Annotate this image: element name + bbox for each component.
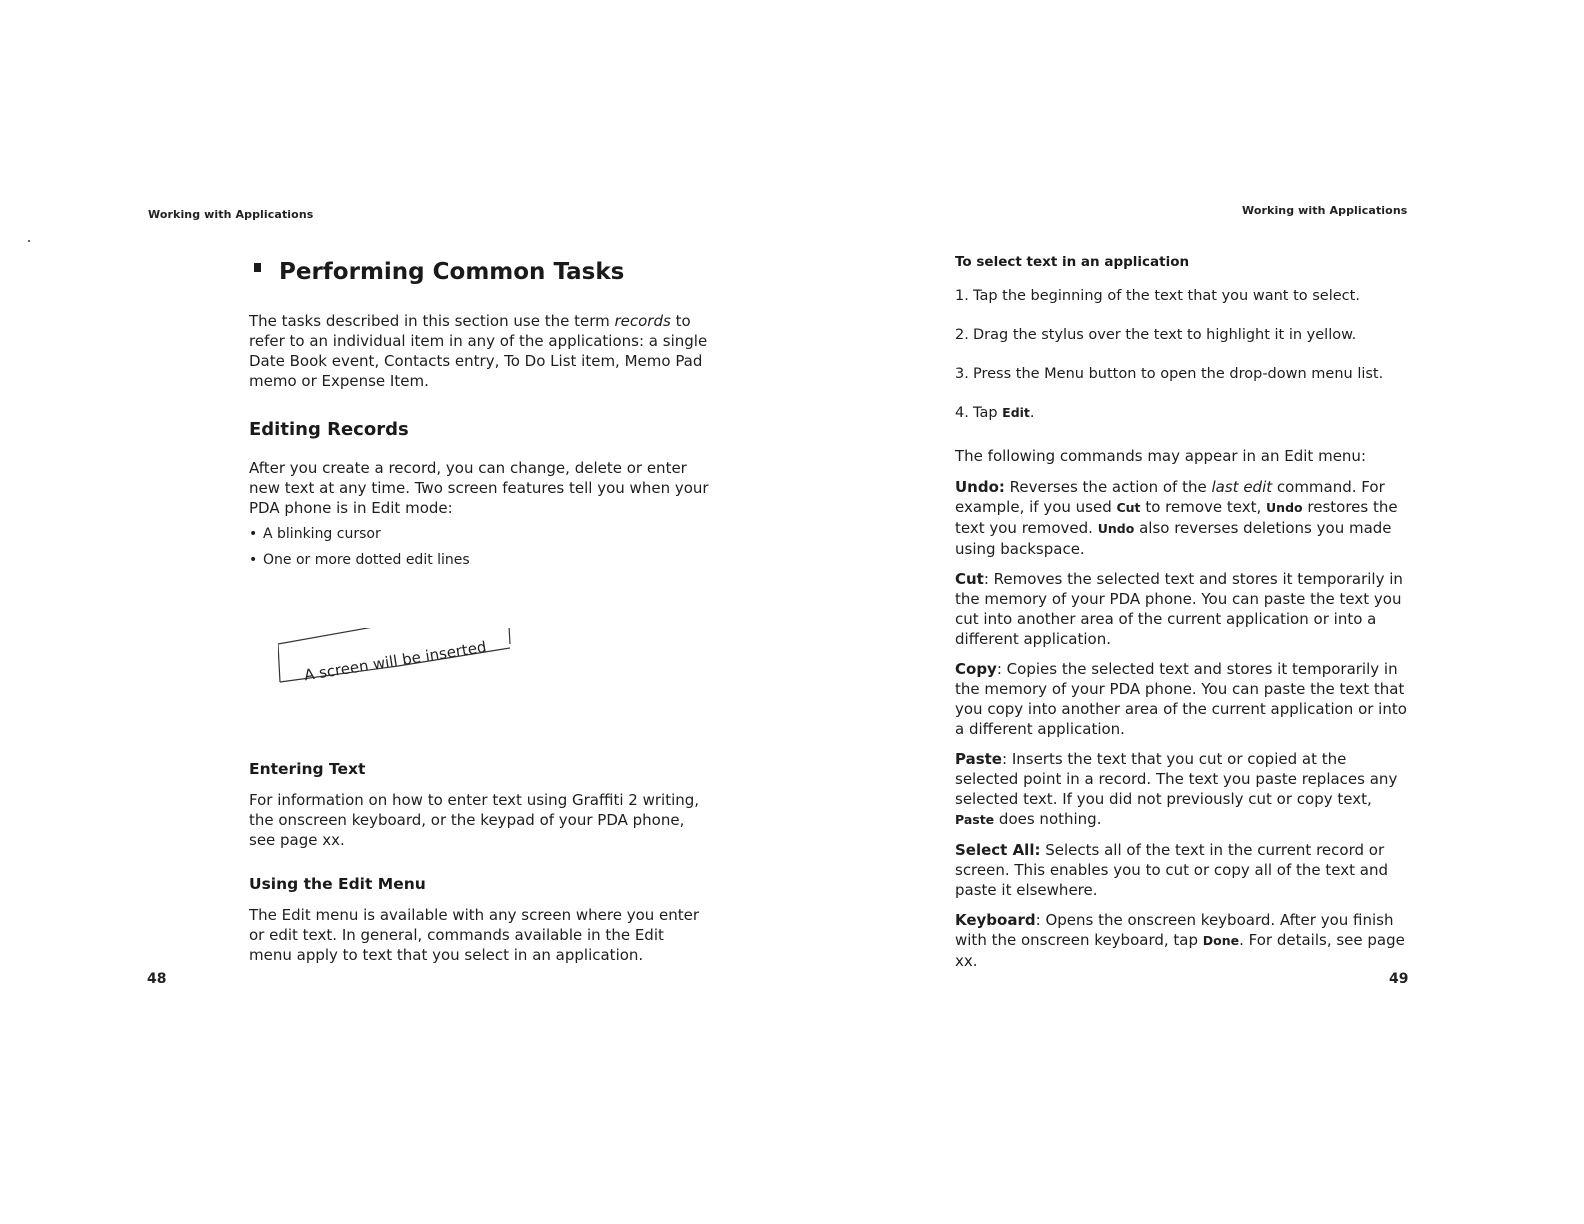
paste-definition: Paste: Inserts the text that you cut or copied at the selected point in a record. The text you paste replaces any selected text. If you did not previously cut or copy text, Paste does nothing. (955, 750, 1398, 828)
steps-list (955, 286, 1410, 423)
edit-menu-section (249, 873, 709, 965)
list-item: 3. Press the Menu button to open the drop-down menu list. (955, 366, 1384, 382)
select-all-term: Select All: (955, 841, 1041, 859)
scan-speck (28, 240, 30, 242)
editing-records-heading: Editing Records (249, 419, 409, 440)
intro-paragraph (249, 311, 709, 391)
screen-placeholder-frame (278, 628, 516, 684)
right-page-number: 49 (1389, 971, 1409, 987)
editing-records-body: After you create a record, you can change, delete or enter new text at any time. Two screen features tell you when your PDA phone is in Edit mode: (249, 459, 709, 517)
edit-mode-bullets (249, 524, 709, 570)
cut-term: Cut (955, 570, 984, 588)
entering-text-heading: Entering Text (249, 760, 366, 778)
intro-term-records: records (614, 312, 671, 330)
undo-definition: Undo: Reverses the action of the last edit command. For example, if you used Cut to remove text, Undo restores the text you removed. Undo also reverses deletions you made using backspace. (955, 478, 1398, 558)
edit-menu-heading: Using the Edit Menu (249, 875, 426, 893)
left-running-header: Working with Applications (148, 208, 314, 221)
copy-term: Copy (955, 660, 997, 678)
right-running-header: Working with Applications (1242, 204, 1408, 217)
left-page-number: 48 (147, 971, 167, 987)
entering-text-section (249, 758, 709, 850)
section-title-block (254, 257, 624, 287)
list-item: • A blinking cursor (249, 526, 381, 542)
entering-text-body: For information on how to enter text using Graffiti 2 writing, the onscreen keyboard, or the keypad of your PDA phone, see page xx. (249, 791, 700, 849)
edit-menu-body: The Edit menu is available with any screen where you enter or edit text. In general, commands available in the Edit menu apply to text that you select in an application. (249, 906, 700, 964)
procedure-steps (955, 286, 1410, 442)
bullet-dot-icon: • (249, 552, 258, 568)
select-all-definition: Select All: Selects all of the text in the current record or screen. This enables you to cut or copy all of the text and paste it elsewhere. (955, 841, 1389, 899)
bullet-dot-icon: • (249, 526, 258, 542)
list-item: 4. Tap Edit. (955, 405, 1035, 421)
list-item: • One or more dotted edit lines (249, 552, 470, 568)
placeholder-label: A screen will be inserted (302, 637, 488, 684)
copy-definition: Copy: Copies the selected text and stores it temporarily in the memory of your PDA phone. You can paste the text that you copy into another area of the current application or into a different application. (955, 660, 1407, 738)
list-item: 2. Drag the stylus over the text to highlight it in yellow. (955, 327, 1357, 343)
paste-term: Paste (955, 750, 1002, 768)
commands-intro: The following commands may appear in an Edit menu: (955, 447, 1366, 465)
page-title-text: Performing Common Tasks (279, 259, 625, 285)
edit-command: Edit (1002, 405, 1030, 420)
cut-definition: Cut: Removes the selected text and stores it temporarily in the memory of your PDA phone. You can paste the text you cut into another area of the current application or into a different application. (955, 570, 1403, 648)
editing-records-section (249, 418, 709, 576)
list-item: 1. Tap the beginning of the text that you want to select. (955, 288, 1360, 304)
square-bullet-icon (254, 263, 261, 272)
keyboard-definition: Keyboard: Opens the onscreen keyboard. After you finish with the onscreen keyboard, tap Done. For details, see page xx. (955, 911, 1405, 970)
intro-text-a: The tasks described in this section use the term (249, 312, 615, 330)
intro-text-b: to refer to an individual item in any of the applications: a single Date Book event, Contacts entry, To Do List item, Memo Pad memo or Expense Item. (249, 312, 708, 390)
commands-section (955, 446, 1410, 981)
page-title (254, 257, 624, 287)
undo-term: Undo: (955, 478, 1005, 496)
procedure-title: To select text in an application (955, 254, 1190, 270)
keyboard-term: Keyboard (955, 911, 1036, 929)
screen-placeholder (278, 628, 516, 684)
